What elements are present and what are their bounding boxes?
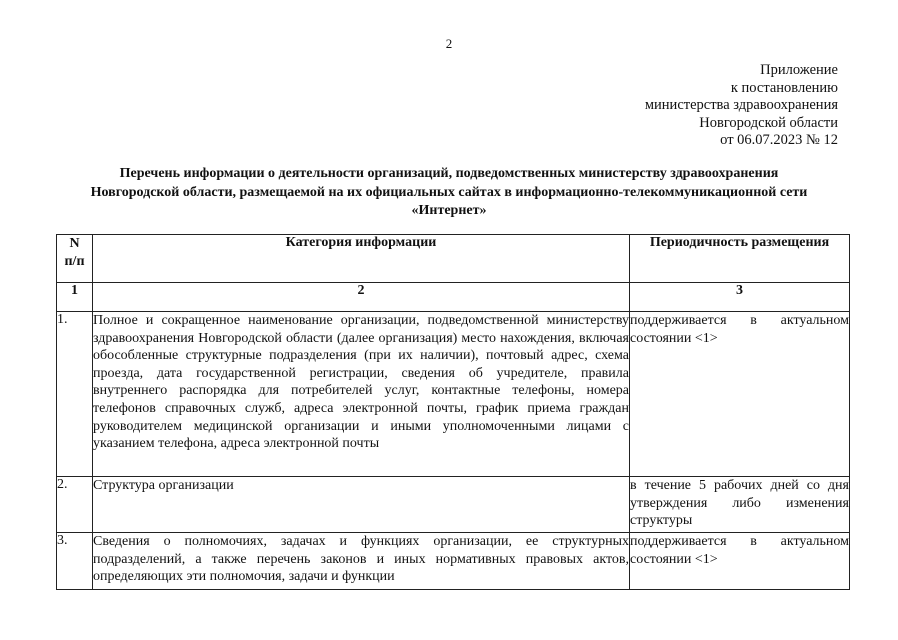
header-num: [57, 235, 93, 283]
row-periodicity: поддерживается в актуальном состоянии <1>: [630, 312, 850, 477]
appendix-line: к постановлению: [730, 79, 838, 96]
appendix-line: Новгородской области: [699, 114, 838, 131]
table-row: [57, 533, 850, 590]
row-category: Полное и сокращенное наименование организации, подведомственной министерству здравоохранения Новгородской области (далее организация) место нахождения, включая обособленные структурные подразделения (при их наличии), почтовый адрес, схема проезда, дата государственной регистрации, сведения об учредителе, правила внутреннего распорядка для потребителей услуг, контактные телефоны, номера телефонов справочных служб, адреса электронной почты, график приема граждан руководителем медицинской организации и иными уполномоченными лицами с указанием телефона, адреса электронной почты: [93, 312, 630, 477]
table-header-row: [57, 235, 850, 283]
appendix-line: Приложение: [760, 62, 838, 78]
table-row: [57, 477, 850, 533]
title-line: «Интернет»: [411, 203, 487, 218]
page-number: 2: [445, 36, 453, 51]
header-category: Категория информации: [93, 235, 630, 283]
index-cell: 3: [630, 283, 850, 312]
header-periodicity: Периодичность размещения: [630, 235, 850, 283]
appendix-line: министерства здравоохранения: [644, 97, 838, 113]
row-category: Сведения о полномочиях, задачах и функциях организации, ее структурных подразделений, а также перечень законов и иных нормативных правовых актов, определяющих эти полномочия, задачи и функции: [93, 533, 630, 590]
index-cell: 2: [93, 283, 630, 312]
title-line: Новгородской области, размещаемой на их официальных сайтах в информационно-телекоммуникационной сети: [90, 184, 808, 200]
row-number: 1.: [57, 312, 93, 477]
table-row: [57, 312, 850, 477]
header-num-line1: N: [69, 236, 80, 251]
row-number: 2.: [57, 477, 93, 533]
appendix-block: [645, 62, 838, 150]
row-number: 3.: [57, 533, 93, 590]
row-periodicity: поддерживается в актуальном состоянии <1>: [630, 533, 850, 590]
table-index-row: [57, 283, 850, 312]
information-table: [56, 234, 850, 590]
header-num-line2: п/п: [64, 254, 85, 269]
appendix-line: от 06.07.2023 № 12: [720, 132, 838, 148]
title-line: Перечень информации о деятельности организаций, подведомственных министерству здравоохранения: [119, 166, 779, 181]
row-periodicity: в течение 5 рабочих дней со дня утверждения либо изменения структуры: [630, 477, 850, 533]
index-cell: 1: [57, 283, 93, 312]
row-category: Структура организации: [93, 477, 630, 533]
document-title: [50, 165, 848, 221]
